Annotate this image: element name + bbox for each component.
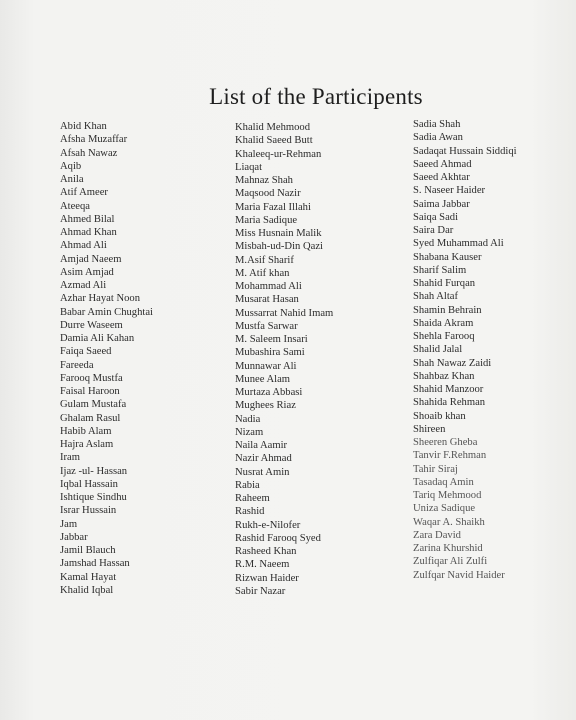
participant-name: Mussarrat Nahid Imam bbox=[235, 307, 334, 319]
participant-name: Iram bbox=[60, 452, 80, 464]
participant-name: Nusrat Amin bbox=[235, 466, 290, 478]
participant-name: Babar Amin Chughtai bbox=[60, 306, 153, 318]
participant-name: Tasadaq Amin bbox=[413, 476, 474, 488]
participant-name: Gulam Mustafa bbox=[60, 399, 127, 411]
participant-name: Munee Alam bbox=[235, 373, 291, 385]
participant-name: Nazir Ahmad bbox=[235, 453, 292, 465]
participant-name: Shahid Manzoor bbox=[413, 384, 484, 395]
participant-name: M. Atif khan bbox=[235, 267, 290, 279]
participant-name: Azhar Hayat Noon bbox=[60, 293, 141, 305]
participant-name: Abid Khan bbox=[60, 121, 107, 132]
participant-name: Ghalam Rasul bbox=[60, 412, 121, 424]
participant-name: Atif Ameer bbox=[60, 187, 108, 199]
participant-name: Saeed Akhtar bbox=[413, 172, 470, 183]
participant-name: Saeed Ahmad bbox=[413, 158, 472, 170]
participant-name: Syed Muhammad Ali bbox=[413, 238, 504, 250]
participant-name: S. Naseer Haider bbox=[413, 185, 486, 197]
participant-name: Ahmad Khan bbox=[60, 227, 117, 238]
participant-name: Nizam bbox=[235, 426, 264, 438]
participant-name: M. Saleem Insari bbox=[235, 334, 308, 345]
participant-name: Miss Husnain Malik bbox=[235, 228, 322, 239]
participant-name: Jamshad Hassan bbox=[60, 558, 130, 570]
participant-name: Amjad Naeem bbox=[60, 253, 122, 265]
participant-name: Hajra Aslam bbox=[60, 439, 114, 450]
participant-name: Ateeqa bbox=[60, 200, 90, 212]
participant-name: Israr Hussain bbox=[60, 505, 117, 517]
participant-name: Khalid Mehmood bbox=[235, 122, 311, 133]
participant-name: Damia Ali Kahan bbox=[60, 333, 135, 344]
participant-name: Shahida Rehman bbox=[413, 397, 486, 409]
participant-name: Zulfqar Navid Haider bbox=[413, 569, 505, 581]
page-title: List of the Participents bbox=[209, 84, 423, 109]
participant-name: Sabir Nazar bbox=[235, 585, 286, 597]
participants-column-3 bbox=[413, 118, 517, 582]
participant-name: Ahmad Ali bbox=[60, 240, 107, 252]
participant-name: Jamil Blauch bbox=[60, 545, 116, 556]
participants-column-1 bbox=[60, 120, 153, 597]
participant-name: Sheeren Gheba bbox=[413, 437, 478, 448]
participant-name: Rabia bbox=[235, 479, 260, 491]
participant-name: Zara David bbox=[413, 529, 461, 541]
participant-name: Afsah Nawaz bbox=[60, 147, 118, 159]
participant-name: Shireen bbox=[413, 423, 446, 435]
participant-name: Fareeda bbox=[60, 359, 94, 371]
participant-name: Waqar A. Shaikh bbox=[413, 516, 485, 528]
participant-name: Shahbaz Khan bbox=[413, 370, 475, 382]
participant-name: Shamin Behrain bbox=[413, 304, 482, 316]
participant-name: Mubashira Sami bbox=[235, 347, 305, 359]
participant-name: Kamal Hayat bbox=[60, 571, 117, 583]
participant-name: Shehla Farooq bbox=[413, 331, 475, 342]
participant-name: Durre Waseem bbox=[60, 319, 123, 331]
participant-name: Ahmed Bilal bbox=[60, 213, 115, 225]
participant-name: M.Asif Sharif bbox=[235, 254, 294, 266]
participant-name: Nadia bbox=[235, 413, 261, 425]
participant-name: Jabbar bbox=[60, 531, 88, 543]
participant-name: Tanvir F.Rehman bbox=[413, 450, 487, 462]
participant-name: Habib Alam bbox=[60, 425, 112, 437]
participant-name: Musarat Hasan bbox=[235, 294, 299, 306]
participant-name: Jam bbox=[60, 518, 78, 530]
participant-name: Mustfa Sarwar bbox=[235, 320, 298, 332]
participant-name: Rashid bbox=[235, 506, 265, 518]
participant-name: Tahir Siraj bbox=[413, 463, 458, 475]
participant-name: Munnawar Ali bbox=[235, 360, 297, 372]
participant-name: Naila Aamir bbox=[235, 440, 288, 451]
participant-name: Farooq Mustfa bbox=[60, 372, 123, 384]
participant-name: Saiqa Sadi bbox=[413, 211, 459, 223]
participant-name: Tariq Mehmood bbox=[413, 490, 482, 501]
participant-name: Shalid Jalal bbox=[413, 344, 463, 356]
participant-name: Uniza Sadique bbox=[413, 503, 476, 515]
participant-name: Faisal Haroon bbox=[60, 386, 120, 397]
participant-name: Misbah-ud-Din Qazi bbox=[235, 241, 323, 253]
participant-name: Maria Sadique bbox=[235, 214, 298, 226]
participant-name: Rukh-e-Nilofer bbox=[235, 519, 301, 531]
participant-name: Rasheed Khan bbox=[235, 546, 297, 557]
participant-name: Liaqat bbox=[235, 161, 263, 173]
participant-name: Zarina Khurshid bbox=[413, 543, 483, 554]
participant-name: Rashid Farooq Syed bbox=[235, 532, 321, 544]
participant-name: Murtaza Abbasi bbox=[235, 387, 303, 398]
participant-name: Sharif Salim bbox=[413, 264, 467, 276]
participant-name: Ijaz -ul- Hassan bbox=[60, 465, 128, 477]
participant-name: Mohammad Ali bbox=[235, 281, 302, 292]
participant-name: Asim Amjad bbox=[60, 266, 114, 278]
participant-name: Ishtique Sindhu bbox=[60, 492, 127, 503]
participant-name: Shaida Akram bbox=[413, 317, 474, 329]
participant-name: Anila bbox=[60, 174, 84, 185]
participant-name: Sadaqat Hussain Siddiqi bbox=[413, 145, 517, 157]
participant-name: Khalid Saeed Butt bbox=[235, 135, 313, 147]
participant-name: Raheem bbox=[235, 493, 270, 504]
participant-name: Mughees Riaz bbox=[235, 400, 296, 412]
participant-name: Saima Jabbar bbox=[413, 198, 470, 210]
participant-name: R.M. Naeem bbox=[235, 559, 290, 571]
participant-name: Zulfiqar Ali Zulfi bbox=[413, 556, 488, 568]
participant-name: Shah Altaf bbox=[413, 291, 459, 303]
participant-name: Aqib bbox=[60, 160, 82, 172]
participant-name: Shah Nawaz Zaidi bbox=[413, 357, 492, 369]
participant-name: Faiqa Saeed bbox=[60, 346, 112, 358]
participant-name: Afsha Muzaffar bbox=[60, 134, 128, 146]
participant-name: Maria Fazal Illahi bbox=[235, 201, 311, 213]
participant-name: Iqbal Hassain bbox=[60, 478, 118, 490]
participant-name: Mahnaz Shah bbox=[235, 175, 293, 186]
participant-name: Sadia Awan bbox=[413, 132, 463, 144]
participant-name: Azmad Ali bbox=[60, 280, 107, 291]
participant-name: Rizwan Haider bbox=[235, 572, 299, 584]
participant-name: Shoaib khan bbox=[413, 410, 466, 422]
participant-name: Khaleeq-ur-Rehman bbox=[235, 148, 322, 160]
participants-column-2 bbox=[235, 121, 333, 598]
participant-name: Saira Dar bbox=[413, 225, 454, 236]
participant-name: Sadia Shah bbox=[413, 119, 461, 130]
participant-name: Shabana Kauser bbox=[413, 251, 482, 263]
participant-name: Khalid Iqbal bbox=[60, 584, 114, 596]
participant-name: Shahid Furqan bbox=[413, 278, 476, 289]
participant-name: Maqsood Nazir bbox=[235, 188, 301, 200]
